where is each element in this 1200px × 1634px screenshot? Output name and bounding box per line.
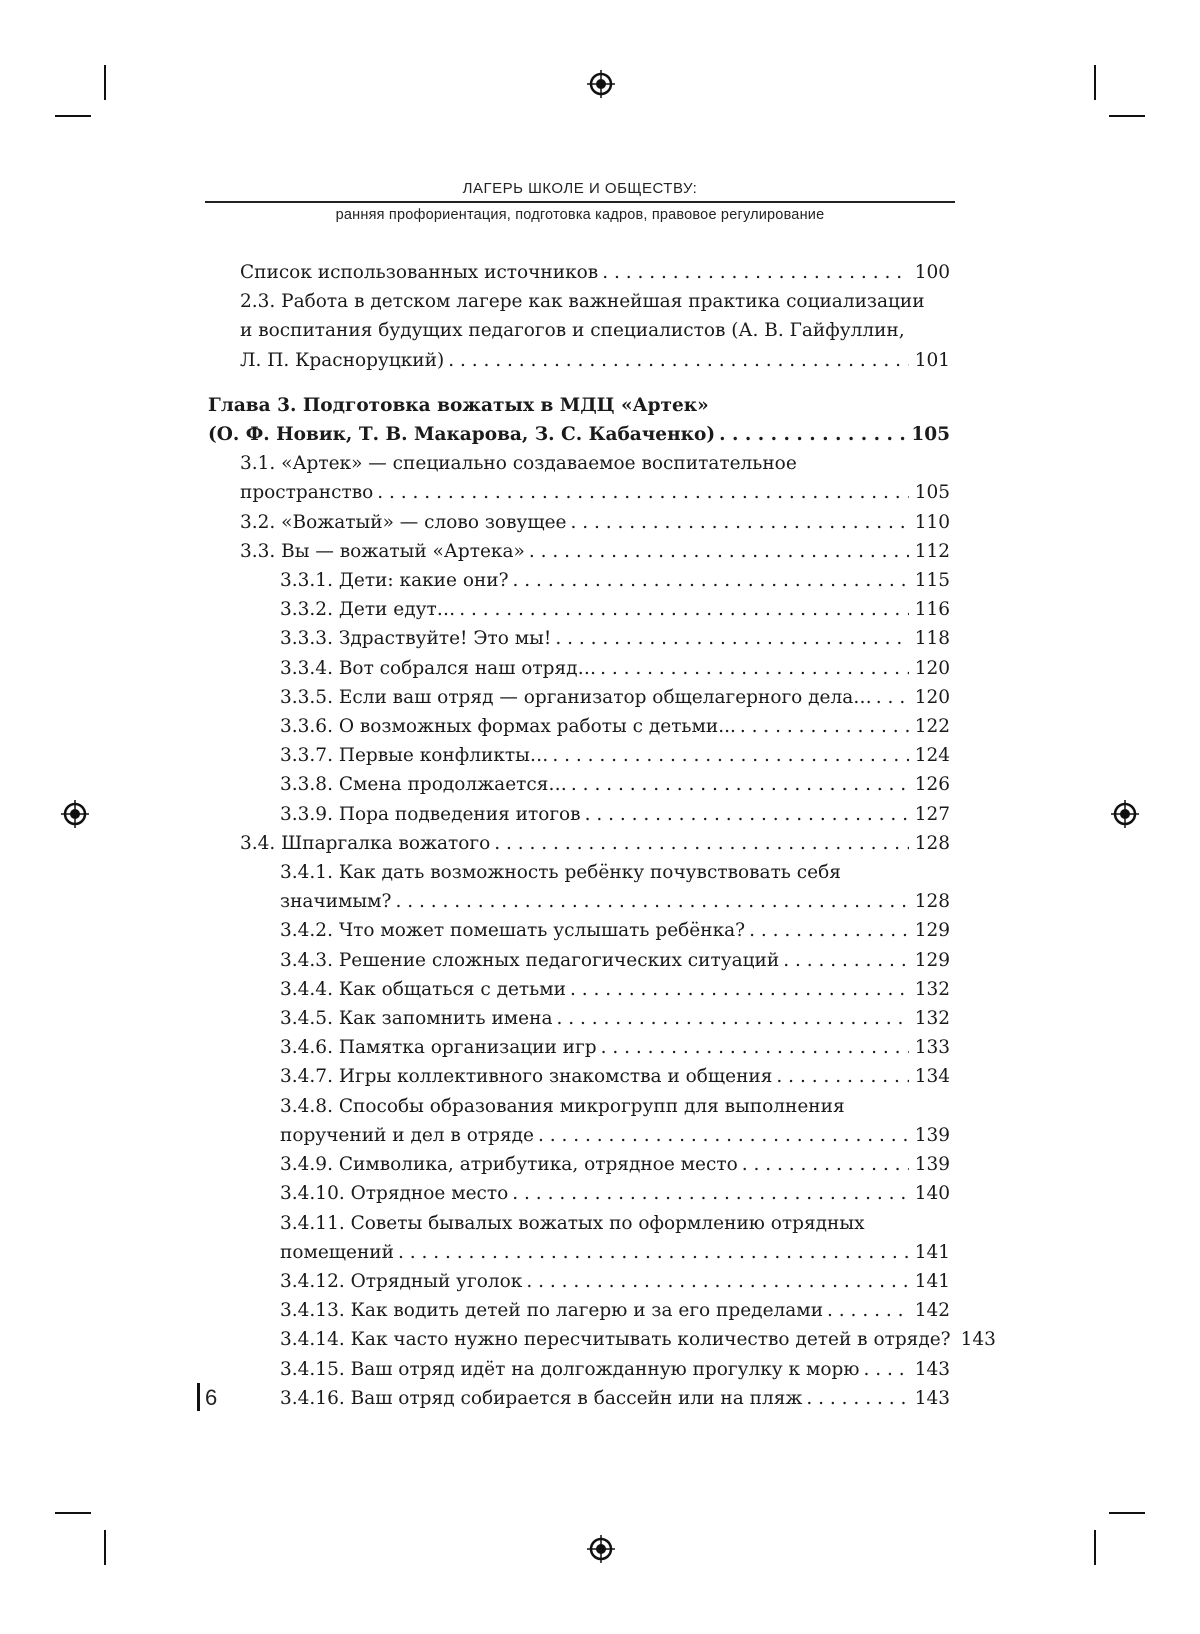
toc-entry-title-line: 3.4.8. Способы образования микрогрупп для выполнения bbox=[280, 1095, 845, 1117]
toc-leader-dots bbox=[783, 946, 908, 975]
toc-entry-page: 143 bbox=[960, 1329, 996, 1351]
toc-entry bbox=[208, 1033, 950, 1062]
toc-entry bbox=[208, 712, 950, 741]
toc-entry-title: 3.4. Шпаргалка вожатого bbox=[240, 832, 491, 854]
toc-entry bbox=[208, 1325, 996, 1354]
toc-entry-title: помещений bbox=[280, 1241, 394, 1263]
toc-entry bbox=[208, 595, 950, 624]
toc-leader-dots bbox=[494, 829, 908, 858]
toc-entry bbox=[208, 800, 950, 829]
toc-leader-dots bbox=[395, 887, 908, 916]
toc-entry bbox=[208, 1238, 950, 1267]
toc-entry-page: 142 bbox=[914, 1300, 950, 1322]
toc-leader-dots bbox=[863, 1355, 908, 1384]
toc-leader-dots bbox=[740, 712, 909, 741]
toc-entry bbox=[208, 946, 950, 975]
toc-entry bbox=[208, 654, 950, 683]
page-number bbox=[205, 1385, 217, 1411]
toc-entry-title: 3.4.9. Символика, атрибутика, отрядное место bbox=[280, 1154, 738, 1176]
toc-leader-dots bbox=[538, 1121, 909, 1150]
toc-entry-page: 126 bbox=[914, 774, 950, 796]
page-number-bar bbox=[197, 1383, 200, 1411]
toc-entry-page: 143 bbox=[914, 1358, 950, 1380]
toc-leader-dots bbox=[555, 624, 908, 653]
toc-entry bbox=[208, 478, 950, 507]
toc-entry-page: 139 bbox=[914, 1124, 950, 1146]
toc-entry bbox=[208, 1179, 950, 1208]
chapter-page: 105 bbox=[911, 424, 950, 446]
toc-leader-dots bbox=[719, 420, 905, 449]
table-of-contents bbox=[208, 258, 996, 1413]
toc-entry-title: 3.3.2. Дети едут… bbox=[280, 599, 456, 621]
toc-leader-dots bbox=[570, 508, 908, 537]
toc-entry-title-line: 3.1. «Артек» — специально создаваемое воспитательное bbox=[240, 453, 797, 475]
crop-mark bbox=[1094, 1530, 1096, 1565]
toc-leader-dots bbox=[556, 1004, 908, 1033]
toc-leader-dots bbox=[601, 1033, 909, 1062]
toc-entry-title: 3.4.13. Как водить детей по лагерю и за его пределами bbox=[280, 1300, 824, 1322]
toc-entry-page: 132 bbox=[914, 1008, 950, 1030]
toc-entry-title: 3.3.9. Пора подведения итогов bbox=[280, 803, 581, 825]
toc-entry bbox=[208, 887, 950, 916]
toc-leader-dots bbox=[571, 770, 909, 799]
toc-entry-title: 3.4.2. Что может помешать услышать ребёнка? bbox=[280, 920, 746, 942]
toc-entry-page: 116 bbox=[914, 599, 950, 621]
toc-entry-title: 3.4.14. Как часто нужно пересчитывать количество детей в отряде? bbox=[280, 1329, 951, 1351]
toc-entry-title: 3.3.8. Смена продолжается… bbox=[280, 774, 567, 796]
chapter-entry bbox=[208, 420, 950, 449]
chapter-entries bbox=[208, 449, 996, 1413]
toc-entry-page: 128 bbox=[914, 832, 950, 854]
toc-entry-title: поручений и дел в отряде bbox=[280, 1124, 534, 1146]
toc-entry-title: 3.4.3. Решение сложных педагогических ситуаций bbox=[280, 949, 780, 971]
registration-mark-icon bbox=[586, 69, 616, 99]
toc-leader-dots bbox=[776, 1062, 908, 1091]
toc-leader-dots bbox=[526, 1267, 908, 1296]
toc-entry-page: 140 bbox=[914, 1183, 950, 1205]
toc-entry-page: 139 bbox=[914, 1154, 950, 1176]
toc-leader-dots bbox=[552, 741, 908, 770]
toc-entry-title: 3.3.3. Здраствуйте! Это мы! bbox=[280, 628, 552, 650]
toc-entry-page: 122 bbox=[914, 716, 950, 738]
page-number-value: 6 bbox=[205, 1385, 218, 1410]
toc-entry-title: 3.4.4. Как общаться с детьми bbox=[280, 978, 566, 1000]
toc-entry-title: значимым? bbox=[280, 891, 392, 913]
toc-entry-page: 129 bbox=[914, 920, 950, 942]
toc-entry bbox=[208, 829, 950, 858]
toc-entry-title: 3.2. «Вожатый» — слово зовущее bbox=[240, 511, 567, 533]
toc-entry bbox=[208, 258, 950, 287]
toc-entry bbox=[208, 741, 950, 770]
toc-leader-dots bbox=[602, 258, 909, 287]
chapter-heading: Глава 3. Подготовка вожатых в МДЦ «Артек» bbox=[208, 394, 709, 416]
running-header bbox=[205, 180, 955, 224]
toc-leader-dots bbox=[448, 346, 909, 375]
toc-entry-page: 120 bbox=[914, 657, 950, 679]
toc-leader-dots bbox=[529, 537, 909, 566]
registration-mark-icon bbox=[1110, 799, 1140, 829]
toc-leader-dots bbox=[806, 1384, 908, 1413]
toc-leader-dots bbox=[377, 478, 908, 507]
toc-entry-page: 128 bbox=[914, 891, 950, 913]
crop-mark bbox=[104, 1530, 106, 1565]
toc-leader-dots bbox=[742, 1150, 909, 1179]
toc-entry-page: 132 bbox=[914, 978, 950, 1000]
toc-entry bbox=[208, 1121, 950, 1150]
toc-entry-page: 105 bbox=[914, 482, 950, 504]
crop-mark bbox=[55, 1512, 91, 1514]
toc-entry-page: 129 bbox=[914, 949, 950, 971]
toc-leader-dots bbox=[876, 683, 909, 712]
toc-entry bbox=[208, 1384, 950, 1413]
toc-entry-page: 115 bbox=[914, 570, 950, 592]
header-rule bbox=[205, 201, 955, 203]
toc-entry-page: 127 bbox=[914, 803, 950, 825]
toc-entry bbox=[208, 1004, 950, 1033]
toc-leader-dots bbox=[459, 595, 908, 624]
toc-entry-page: 100 bbox=[914, 262, 950, 283]
toc-entry-title: 3.3.6. О возможных формах работы с детьми... bbox=[280, 716, 736, 738]
toc-leader-dots bbox=[398, 1238, 909, 1267]
crop-mark bbox=[1094, 65, 1096, 100]
toc-entry-page: 124 bbox=[914, 745, 950, 767]
toc-leader-dots bbox=[585, 800, 909, 829]
toc-entry-page: 133 bbox=[914, 1037, 950, 1059]
toc-entry-title: 3.4.16. Ваш отряд собирается в бассейн или на пляж bbox=[280, 1387, 803, 1409]
crop-mark bbox=[1109, 1512, 1145, 1514]
toc-entry-page: 120 bbox=[914, 686, 950, 708]
toc-entry bbox=[208, 566, 950, 595]
toc-entry-title: Список использованных источников bbox=[240, 262, 599, 283]
toc-entry-title: 3.4.7. Игры коллективного знакомства и общения bbox=[280, 1066, 773, 1088]
toc-entry bbox=[208, 1296, 950, 1325]
toc-entry-title: 3.4.15. Ваш отряд идёт на долгожданную прогулку к морю bbox=[280, 1358, 860, 1380]
toc-entry-title-line: 2.3. Работа в детском лагере как важнейшая практика социализации bbox=[240, 291, 925, 313]
toc-leader-dots bbox=[827, 1296, 909, 1325]
section-gap bbox=[208, 375, 950, 391]
book-subtitle: ранняя профориентация, подготовка кадров, правовое регулирование bbox=[335, 207, 825, 223]
toc-entry bbox=[208, 916, 950, 945]
toc-leader-dots bbox=[600, 654, 909, 683]
crop-mark bbox=[104, 65, 106, 100]
toc-entry bbox=[208, 1267, 950, 1296]
toc-entry-page: 141 bbox=[914, 1270, 950, 1292]
toc-entry-title-line: 3.4.11. Советы бывалых вожатых по оформлению отрядных bbox=[280, 1212, 865, 1234]
toc-entry-title-line: и воспитания будущих педагогов и специалистов (А. В. Гайфуллин, bbox=[240, 320, 905, 342]
toc-leader-dots bbox=[513, 566, 909, 595]
crop-mark bbox=[55, 115, 91, 117]
toc-entry bbox=[208, 537, 950, 566]
toc-entry-title: 3.3.5. Если ваш отряд — организатор общелагерного дела… bbox=[280, 686, 872, 708]
toc-entry-page: 141 bbox=[914, 1241, 950, 1263]
toc-entry bbox=[208, 975, 950, 1004]
toc-entry bbox=[208, 1150, 950, 1179]
crop-mark bbox=[1109, 115, 1145, 117]
toc-entry-title: 3.3.7. Первые конфликты… bbox=[280, 745, 549, 767]
toc-entry-title: 3.4.12. Отрядный уголок bbox=[280, 1270, 523, 1292]
book-title: ЛАГЕРЬ ШКОЛЕ И ОБЩЕСТВУ: bbox=[462, 180, 698, 197]
chapter-authors: (О. Ф. Новик, Т. В. Макарова, З. С. Кабаченко) bbox=[208, 424, 716, 446]
toc-entry bbox=[208, 683, 950, 712]
toc-entry-page: 112 bbox=[914, 540, 950, 562]
toc-entry-title: Л. П. Красноруцкий) bbox=[240, 349, 445, 371]
toc-entry-title: 3.3.1. Дети: какие они? bbox=[280, 570, 509, 592]
toc-entry-title-line: 3.4.1. Как дать возможность ребёнку почувствовать себя bbox=[280, 862, 841, 884]
toc-entry-page: 134 bbox=[914, 1066, 950, 1088]
toc-entry bbox=[208, 1062, 950, 1091]
toc-entry-page: 110 bbox=[914, 511, 950, 533]
toc-leader-dots bbox=[570, 975, 909, 1004]
toc-entry-title: пространство bbox=[240, 482, 374, 504]
toc-entry bbox=[208, 770, 950, 799]
registration-mark-icon bbox=[586, 1534, 616, 1564]
toc-leader-dots bbox=[749, 916, 909, 945]
toc-entry bbox=[208, 508, 950, 537]
toc-leader-dots bbox=[512, 1179, 908, 1208]
toc-entry-page: 118 bbox=[914, 628, 950, 650]
registration-mark-icon bbox=[60, 799, 90, 829]
toc-entry bbox=[208, 346, 950, 375]
toc-entry bbox=[208, 624, 950, 653]
toc-entry-title: 3.4.5. Как запомнить имена bbox=[280, 1008, 553, 1030]
toc-entry-title: 3.4.6. Памятка организации игр bbox=[280, 1037, 597, 1059]
toc-entry-title: 3.3.4. Вот собрался наш отряд… bbox=[280, 657, 597, 679]
toc-entry-title: 3.4.10. Отрядное место bbox=[280, 1183, 509, 1205]
toc-entry-page: 143 bbox=[914, 1387, 950, 1409]
toc-entry-title: 3.3. Вы — вожатый «Артека» bbox=[240, 540, 525, 562]
toc-entry-page: 101 bbox=[914, 349, 950, 371]
toc-entry bbox=[208, 1355, 950, 1384]
